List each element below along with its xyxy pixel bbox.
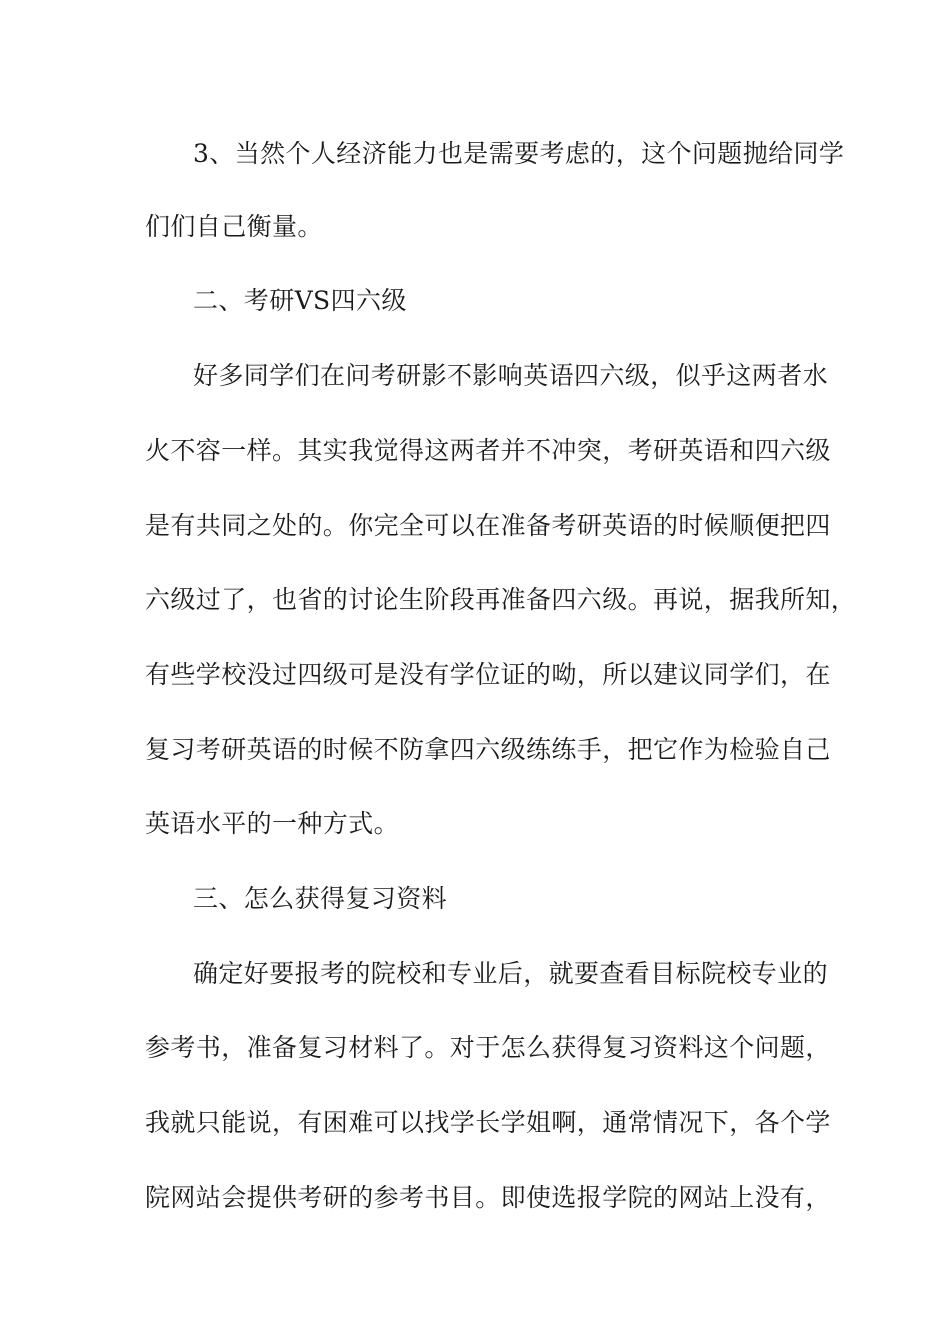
paragraph-cet-line-7: 英语水平的一种方式。	[145, 809, 400, 838]
paragraph-cet-line-1: 好多同学们在问考研影不影响英语四六级，似乎这两者水	[193, 361, 829, 390]
paragraph-economic-ability-line-2: 们们自己衡量。	[145, 212, 323, 241]
section-heading-kaoyan-vs-cet: 二、考研VS四六级	[193, 286, 407, 315]
paragraph-materials-line-2: 参考书，准备复习材料了。对于怎么获得复习资料这个问题，	[145, 1033, 831, 1062]
paragraph-materials-line-3: 我就只能说，有困难可以找学长学姐啊，通常情况下，各个学	[145, 1108, 831, 1137]
paragraph-materials-line-1: 确定好要报考的院校和专业后，就要查看目标院校专业的	[193, 959, 829, 988]
paragraph-cet-line-6: 复习考研英语的时候不防拿四六级练练手，把它作为检验自己	[145, 735, 831, 764]
paragraph-economic-ability-line-1: 3、当然个人经济能力也是需要考虑的，这个问题抛给同学	[193, 139, 845, 168]
paragraph-cet-line-4: 六级过了，也省的讨论生阶段再准备四六级。再说，据我所知，	[145, 585, 857, 614]
paragraph-cet-line-2: 火不容一样。其实我觉得这两者并不冲突，考研英语和四六级	[145, 436, 831, 465]
section-heading-review-materials: 三、怎么获得复习资料	[193, 884, 448, 913]
paragraph-materials-line-4: 院网站会提供考研的参考书目。即使选报学院的网站上没有，	[145, 1183, 831, 1212]
paragraph-cet-line-5: 有些学校没过四级可是没有学位证的呦，所以建议同学们，在	[145, 660, 831, 689]
paragraph-cet-line-3: 是有共同之处的。你完全可以在准备考研英语的时候顺便把四	[145, 511, 831, 540]
